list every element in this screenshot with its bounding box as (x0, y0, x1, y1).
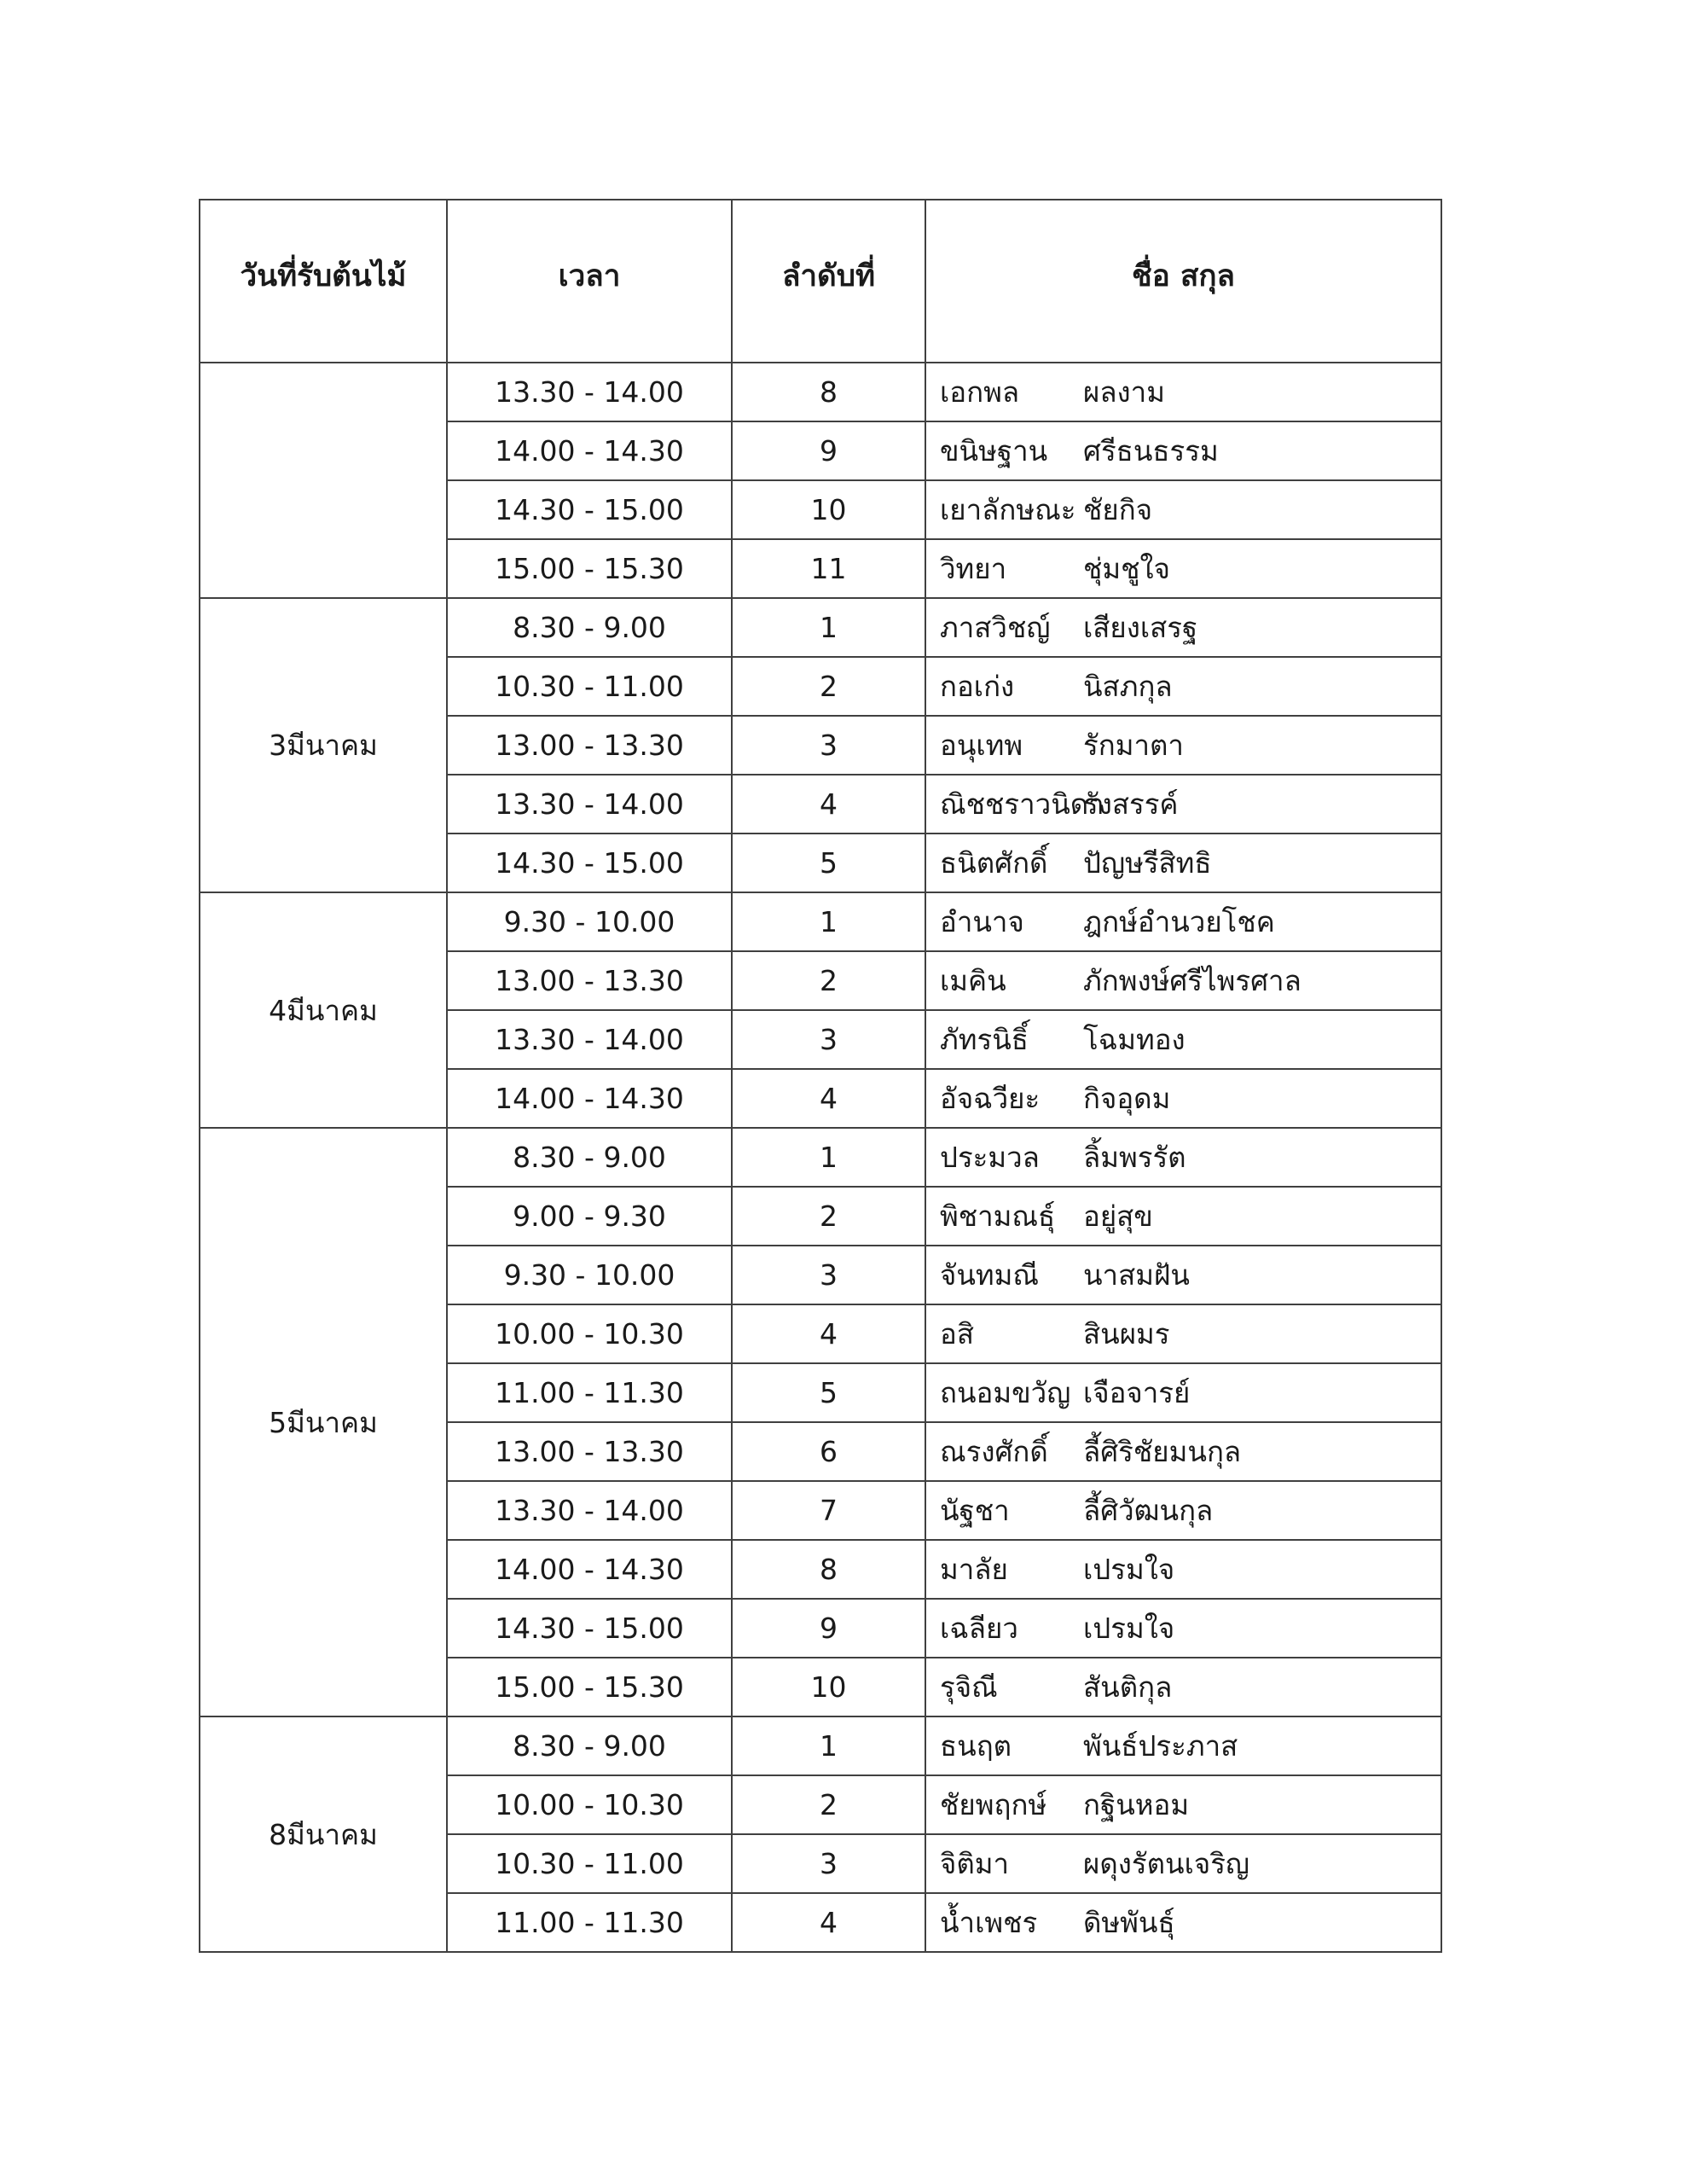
name-cell (925, 951, 1441, 1010)
last-name: ภักพงษ์ศรีไพรศาล (1083, 964, 1301, 997)
table-row (200, 1128, 1441, 1187)
last-name: ผดุงรัตนเจริญ (1083, 1847, 1250, 1880)
time-cell: 13.00 - 13.30 (447, 716, 732, 775)
last-name: ดิษพันธุ์ (1083, 1906, 1175, 1939)
name-cell (925, 716, 1441, 775)
name-cell (925, 1893, 1441, 1952)
time-cell: 14.30 - 15.00 (447, 1599, 732, 1658)
name-cell (925, 1128, 1441, 1187)
order-cell: 2 (732, 657, 925, 716)
order-cell: 3 (732, 716, 925, 775)
name-cell (925, 657, 1441, 716)
time-cell: 14.00 - 14.30 (447, 1069, 732, 1128)
name-cell (925, 1246, 1441, 1304)
time-cell: 13.30 - 14.00 (447, 1481, 732, 1540)
last-name: เปรมใจ (1083, 1553, 1175, 1586)
table-row (200, 1716, 1441, 1775)
first-name: ภาสวิชญ์ (940, 611, 1051, 644)
date-cell: 3มีนาคม (200, 598, 447, 892)
last-name: กฐินหอม (1083, 1788, 1190, 1821)
date-cell (200, 363, 447, 598)
time-cell: 10.00 - 10.30 (447, 1304, 732, 1363)
last-name: ลี้ศิวัฒนกุล (1083, 1494, 1214, 1527)
name-cell (925, 480, 1441, 539)
order-cell: 4 (732, 775, 925, 834)
time-cell: 13.30 - 14.00 (447, 1010, 732, 1069)
last-name: ฎกษ์อำนวยโชค (1083, 905, 1275, 938)
first-name: จิติมา (940, 1847, 1010, 1880)
last-name: รักมาตา (1083, 729, 1184, 762)
last-name: พันธ์ประภาส (1083, 1729, 1238, 1763)
time-cell: 13.00 - 13.30 (447, 1422, 732, 1481)
table-row (200, 598, 1441, 657)
last-name: เปรมใจ (1083, 1612, 1175, 1645)
time-cell: 11.00 - 11.30 (447, 1893, 732, 1952)
first-name: ณิชชราวนิดา (940, 787, 1104, 821)
order-cell: 1 (732, 598, 925, 657)
schedule-table (199, 199, 1442, 1953)
name-cell (925, 1599, 1441, 1658)
last-name: ชุ่มชูใจ (1083, 552, 1170, 585)
name-cell (925, 775, 1441, 834)
last-name: อยู่สุข (1083, 1199, 1153, 1233)
first-name: กอเก่ง (940, 670, 1015, 703)
first-name: พิชามณธุ์ (940, 1199, 1056, 1233)
first-name: ธนิตศักดิ์ (940, 846, 1048, 880)
time-cell: 9.30 - 10.00 (447, 892, 732, 951)
order-cell: 5 (732, 834, 925, 892)
name-cell (925, 421, 1441, 480)
order-cell: 8 (732, 363, 925, 421)
first-name: อัจฉวียะ (940, 1082, 1041, 1115)
time-cell: 14.30 - 15.00 (447, 480, 732, 539)
first-name: นัฐชา (940, 1494, 1010, 1527)
time-cell: 9.00 - 9.30 (447, 1187, 732, 1246)
order-cell: 11 (732, 539, 925, 598)
order-cell: 9 (732, 421, 925, 480)
order-cell: 1 (732, 892, 925, 951)
order-cell: 10 (732, 1658, 925, 1716)
last-name: กิจอุดม (1083, 1082, 1171, 1115)
order-cell: 2 (732, 951, 925, 1010)
last-name: ลิ้มพรรัต (1083, 1141, 1186, 1174)
time-cell: 15.00 - 15.30 (447, 1658, 732, 1716)
date-cell: 5มีนาคม (200, 1128, 447, 1716)
order-cell: 1 (732, 1716, 925, 1775)
name-cell (925, 1481, 1441, 1540)
first-name: อำนาจ (940, 905, 1024, 938)
first-name: รุจิณี (940, 1670, 998, 1704)
first-name: เมคิน (940, 964, 1006, 997)
order-cell: 8 (732, 1540, 925, 1599)
last-name: รังสรรค์ (1083, 787, 1179, 821)
last-name: เจือจารย์ (1083, 1376, 1191, 1409)
first-name: มาลัย (940, 1553, 1008, 1586)
header-order: ลำดับที่ (732, 200, 925, 363)
time-cell: 14.30 - 15.00 (447, 834, 732, 892)
name-cell (925, 1540, 1441, 1599)
last-name: สินผมร (1083, 1317, 1170, 1350)
last-name: เสียงเสรฐ (1083, 611, 1198, 644)
time-cell: 14.00 - 14.30 (447, 421, 732, 480)
order-cell: 2 (732, 1187, 925, 1246)
time-cell: 10.30 - 11.00 (447, 1834, 732, 1893)
order-cell: 3 (732, 1834, 925, 1893)
time-cell: 13.30 - 14.00 (447, 775, 732, 834)
header-time: เวลา (447, 200, 732, 363)
last-name: ปัญษรีสิทธิ (1083, 846, 1212, 880)
first-name: อนุเทพ (940, 729, 1023, 762)
name-cell (925, 892, 1441, 951)
last-name: นิสภกุล (1083, 670, 1173, 703)
name-cell (925, 1658, 1441, 1716)
order-cell: 10 (732, 480, 925, 539)
date-cell: 8มีนาคม (200, 1716, 447, 1952)
order-cell: 7 (732, 1481, 925, 1540)
time-cell: 13.30 - 14.00 (447, 363, 732, 421)
first-name: ธนฤต (940, 1729, 1012, 1763)
first-name: เฉลียว (940, 1612, 1018, 1645)
time-cell: 9.30 - 10.00 (447, 1246, 732, 1304)
time-cell: 8.30 - 9.00 (447, 1128, 732, 1187)
table-row (200, 892, 1441, 951)
name-cell (925, 1304, 1441, 1363)
order-cell: 4 (732, 1304, 925, 1363)
first-name: ชัยพฤกษ์ (940, 1788, 1047, 1821)
header-row (200, 200, 1441, 363)
order-cell: 2 (732, 1775, 925, 1834)
first-name: น้ำเพชร (940, 1906, 1038, 1939)
last-name: ศรีธนธรรม (1083, 434, 1219, 468)
order-cell: 1 (732, 1128, 925, 1187)
name-cell (925, 1069, 1441, 1128)
order-cell: 5 (732, 1363, 925, 1422)
date-cell: 4มีนาคม (200, 892, 447, 1128)
last-name: ลี้ศิริชัยมนกุล (1083, 1435, 1242, 1468)
first-name: วิทยา (940, 552, 1007, 585)
order-cell: 3 (732, 1246, 925, 1304)
last-name: ผลงาม (1083, 375, 1165, 409)
schedule-body (200, 363, 1441, 1952)
name-cell (925, 1775, 1441, 1834)
order-cell: 4 (732, 1069, 925, 1128)
name-cell (925, 1716, 1441, 1775)
name-cell (925, 598, 1441, 657)
time-cell: 13.00 - 13.30 (447, 951, 732, 1010)
last-name: โฉมทอง (1083, 1023, 1186, 1056)
time-cell: 10.30 - 11.00 (447, 657, 732, 716)
order-cell: 6 (732, 1422, 925, 1481)
first-name: ถนอมขวัญ (940, 1376, 1071, 1409)
name-cell (925, 1187, 1441, 1246)
first-name: เอกพล (940, 375, 1020, 409)
header-date: วันที่รับต้นไม้ (200, 200, 447, 363)
name-cell (925, 539, 1441, 598)
name-cell (925, 1834, 1441, 1893)
order-cell: 4 (732, 1893, 925, 1952)
last-name: ชัยกิจ (1083, 493, 1153, 526)
first-name: ขนิษฐาน (940, 434, 1048, 468)
first-name: ณรงศักดิ์ (940, 1435, 1048, 1468)
time-cell: 15.00 - 15.30 (447, 539, 732, 598)
first-name: เยาลักษณะ (940, 493, 1076, 526)
first-name: อสิ (940, 1317, 974, 1350)
name-cell (925, 834, 1441, 892)
last-name: สันติกุล (1083, 1670, 1173, 1704)
time-cell: 10.00 - 10.30 (447, 1775, 732, 1834)
name-cell (925, 1363, 1441, 1422)
first-name: ประมวล (940, 1141, 1040, 1174)
first-name: ภัทรนิธิ์ (940, 1023, 1029, 1056)
table-row (200, 363, 1441, 421)
last-name: นาสมฝัน (1083, 1258, 1190, 1292)
name-cell (925, 1010, 1441, 1069)
time-cell: 8.30 - 9.00 (447, 598, 732, 657)
header-name: ชื่อ สกุล (925, 200, 1441, 363)
order-cell: 3 (732, 1010, 925, 1069)
first-name: จันทมณี (940, 1258, 1040, 1292)
time-cell: 8.30 - 9.00 (447, 1716, 732, 1775)
order-cell: 9 (732, 1599, 925, 1658)
name-cell (925, 363, 1441, 421)
time-cell: 14.00 - 14.30 (447, 1540, 732, 1599)
time-cell: 11.00 - 11.30 (447, 1363, 732, 1422)
name-cell (925, 1422, 1441, 1481)
